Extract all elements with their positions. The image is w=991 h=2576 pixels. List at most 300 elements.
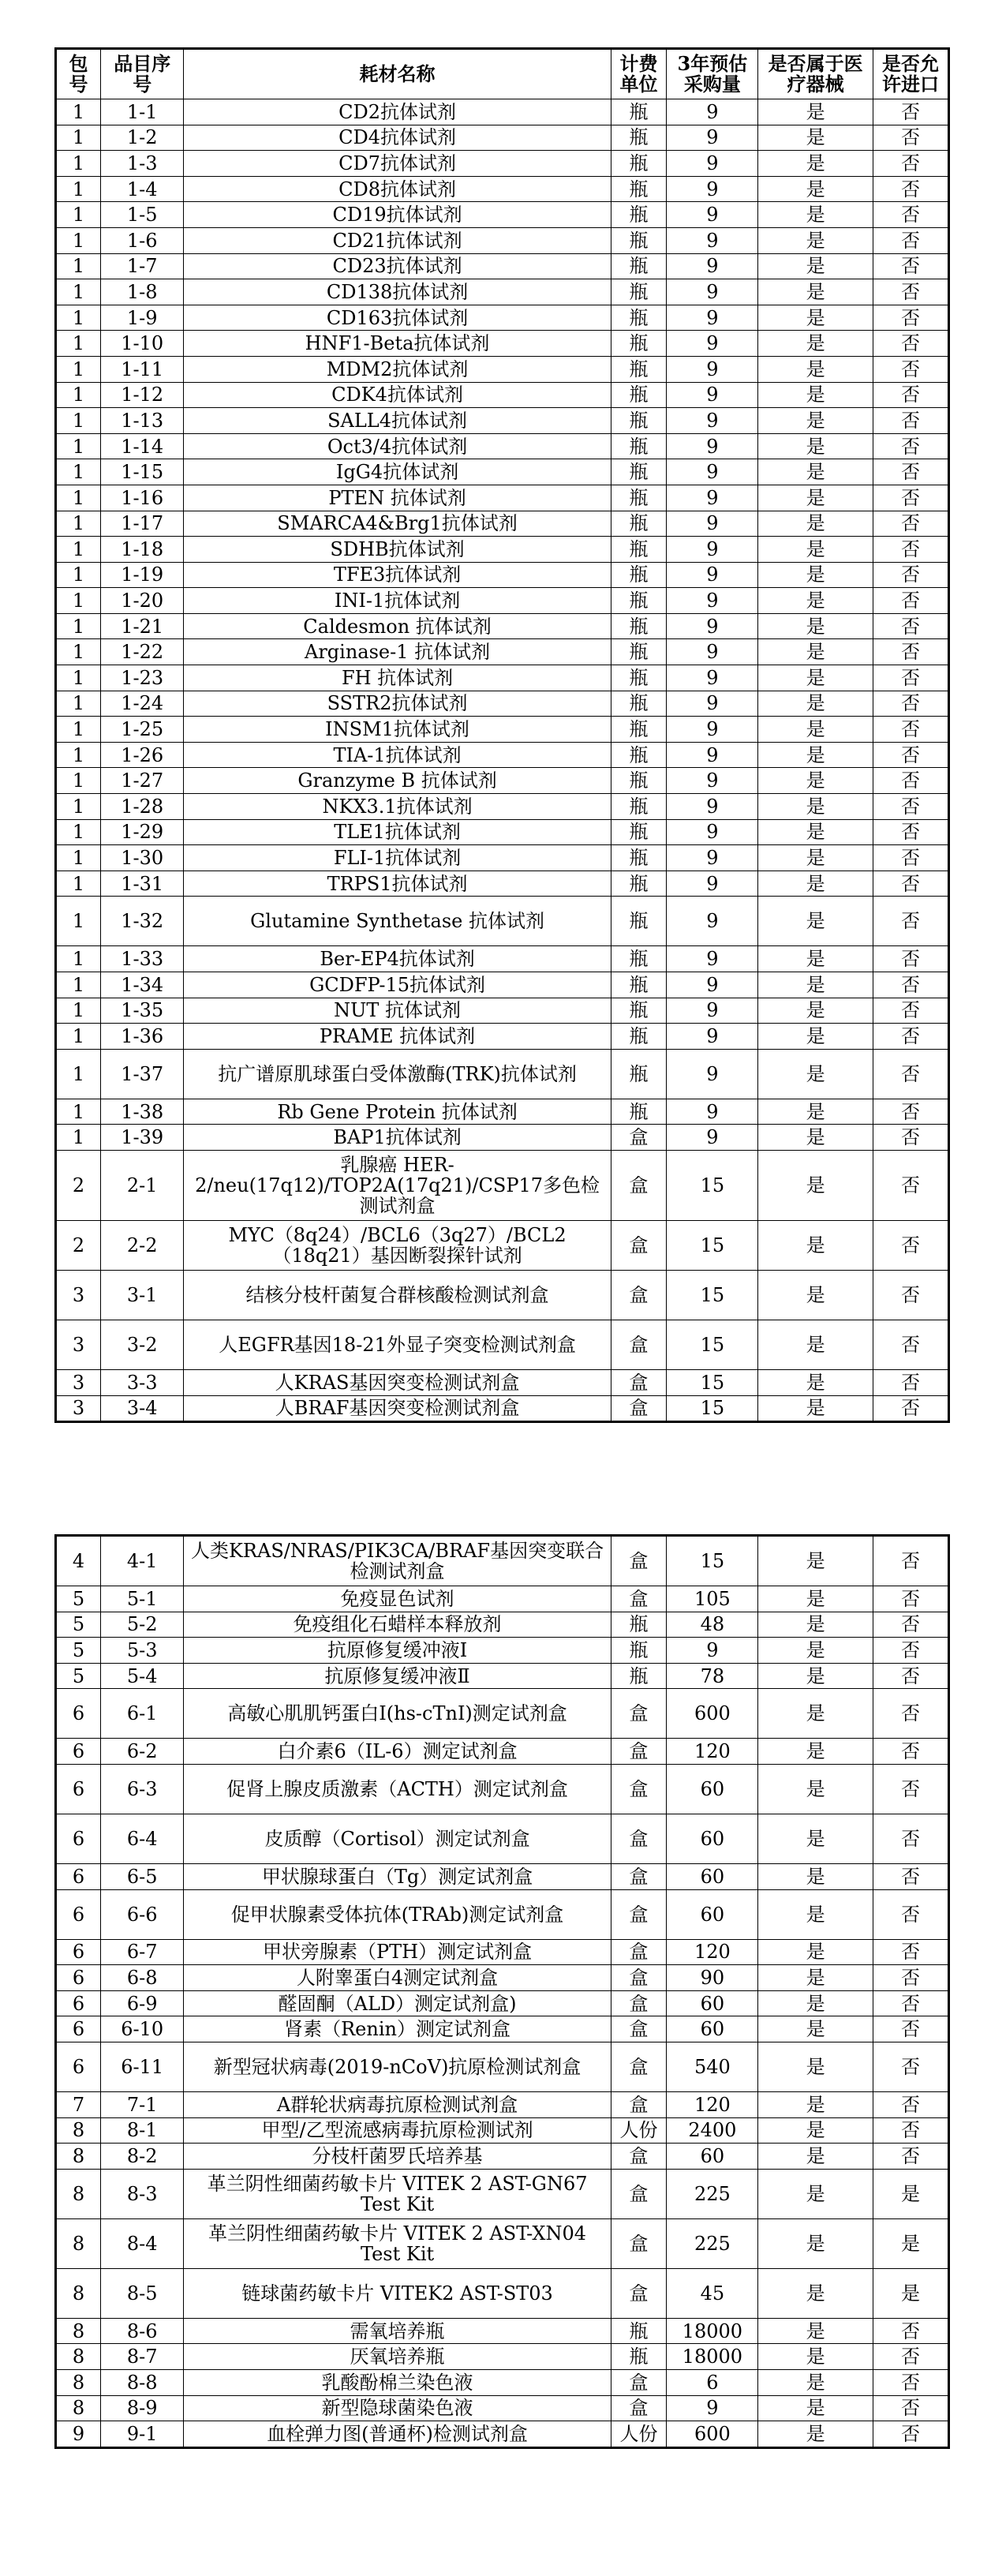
cell-consumable-name: 人EGFR基因18-21外显子突变检测试剂盒 xyxy=(184,1320,611,1369)
cell-package-no: 6 xyxy=(56,1990,101,2016)
cell-is-medical-device: 是 xyxy=(758,871,873,897)
cell-consumable-name: A群轮状病毒抗原检测试剂盒 xyxy=(184,2091,611,2117)
cell-billing-unit: 盒 xyxy=(611,1764,667,1814)
cell-import-allowed: 否 xyxy=(873,356,948,382)
cell-billing-unit: 瓶 xyxy=(611,382,667,408)
cell-item-no: 1-29 xyxy=(100,819,183,845)
cell-billing-unit: 瓶 xyxy=(611,845,667,871)
table-row xyxy=(56,227,949,253)
cell-consumable-name: Ber-EP4抗体试剂 xyxy=(184,946,611,972)
cell-item-no: 1-19 xyxy=(100,562,183,588)
cell-package-no: 1 xyxy=(56,742,101,768)
cell-item-no: 8-5 xyxy=(100,2268,183,2318)
cell-estimated-quantity: 18000 xyxy=(667,2344,758,2370)
cell-item-no: 1-27 xyxy=(100,768,183,794)
cell-is-medical-device: 是 xyxy=(758,1814,873,1863)
cell-is-medical-device: 是 xyxy=(758,2421,873,2448)
table-row xyxy=(56,99,949,125)
cell-consumable-name: TLE1抗体试剂 xyxy=(184,819,611,845)
cell-package-no: 6 xyxy=(56,1965,101,1991)
cell-billing-unit: 瓶 xyxy=(611,871,667,897)
cell-estimated-quantity: 9 xyxy=(667,305,758,331)
cell-import-allowed: 否 xyxy=(873,1612,948,1638)
table-row xyxy=(56,1586,949,1612)
cell-estimated-quantity: 15 xyxy=(667,1395,758,1422)
cell-package-no: 8 xyxy=(56,2369,101,2395)
table-row xyxy=(56,998,949,1024)
cell-package-no: 6 xyxy=(56,2016,101,2042)
cell-is-medical-device: 是 xyxy=(758,537,873,563)
cell-package-no: 1 xyxy=(56,227,101,253)
cell-import-allowed: 否 xyxy=(873,1220,948,1270)
table-body-part-2 xyxy=(56,1536,949,2448)
cell-billing-unit: 瓶 xyxy=(611,562,667,588)
cell-is-medical-device: 是 xyxy=(758,1024,873,1050)
cell-item-no: 1-38 xyxy=(100,1099,183,1125)
cell-import-allowed: 否 xyxy=(873,2318,948,2344)
cell-item-no: 1-15 xyxy=(100,459,183,485)
cell-is-medical-device: 是 xyxy=(758,279,873,305)
cell-billing-unit: 盒 xyxy=(611,1270,667,1320)
cell-consumable-name: Granzyme B 抗体试剂 xyxy=(184,768,611,794)
cell-import-allowed: 否 xyxy=(873,331,948,357)
cell-import-allowed: 否 xyxy=(873,1939,948,1965)
cell-package-no: 1 xyxy=(56,972,101,998)
cell-import-allowed: 否 xyxy=(873,2016,948,2042)
table-row xyxy=(56,253,949,279)
cell-billing-unit: 瓶 xyxy=(611,537,667,563)
cell-import-allowed: 否 xyxy=(873,845,948,871)
cell-item-no: 1-26 xyxy=(100,742,183,768)
cell-item-no: 1-31 xyxy=(100,871,183,897)
cell-billing-unit: 瓶 xyxy=(611,588,667,614)
cell-is-medical-device: 是 xyxy=(758,768,873,794)
cell-item-no: 6-3 xyxy=(100,1764,183,1814)
cell-consumable-name: NKX3.1抗体试剂 xyxy=(184,794,611,820)
cell-is-medical-device: 是 xyxy=(758,202,873,228)
cell-consumable-name: FLI-1抗体试剂 xyxy=(184,845,611,871)
cell-billing-unit: 盒 xyxy=(611,1965,667,1991)
cell-package-no: 8 xyxy=(56,2144,101,2170)
table-row xyxy=(56,2421,949,2448)
cell-is-medical-device: 是 xyxy=(758,972,873,998)
cell-package-no: 1 xyxy=(56,845,101,871)
table-row xyxy=(56,1270,949,1320)
cell-package-no: 8 xyxy=(56,2318,101,2344)
cell-consumable-name: TIA-1抗体试剂 xyxy=(184,742,611,768)
cell-import-allowed: 否 xyxy=(873,125,948,151)
cell-item-no: 1-30 xyxy=(100,845,183,871)
cell-estimated-quantity: 9 xyxy=(667,2395,758,2421)
cell-package-no: 8 xyxy=(56,2344,101,2370)
cell-estimated-quantity: 9 xyxy=(667,537,758,563)
cell-estimated-quantity: 120 xyxy=(667,1939,758,1965)
table-row xyxy=(56,1638,949,1664)
cell-estimated-quantity: 6 xyxy=(667,2369,758,2395)
cell-consumable-name: 人BRAF基因突变检测试剂盒 xyxy=(184,1395,611,1422)
cell-import-allowed: 否 xyxy=(873,1638,948,1664)
cell-estimated-quantity: 60 xyxy=(667,1889,758,1939)
cell-consumable-name: Glutamine Synthetase 抗体试剂 xyxy=(184,897,611,946)
cell-billing-unit: 盒 xyxy=(611,2042,667,2091)
table-row xyxy=(56,768,949,794)
table-row xyxy=(56,2117,949,2144)
cell-estimated-quantity: 9 xyxy=(667,1099,758,1125)
cell-billing-unit: 瓶 xyxy=(611,151,667,177)
table-row xyxy=(56,794,949,820)
cell-is-medical-device: 是 xyxy=(758,1099,873,1125)
cell-estimated-quantity: 9 xyxy=(667,202,758,228)
cell-billing-unit: 瓶 xyxy=(611,485,667,511)
cell-import-allowed: 否 xyxy=(873,1663,948,1689)
cell-import-allowed: 否 xyxy=(873,794,948,820)
table-row xyxy=(56,176,949,202)
cell-package-no: 1 xyxy=(56,511,101,537)
table-row xyxy=(56,2344,949,2370)
consumables-table-part-2 xyxy=(54,1534,950,2449)
cell-consumable-name: Oct3/4抗体试剂 xyxy=(184,433,611,459)
cell-import-allowed: 否 xyxy=(873,639,948,665)
cell-billing-unit: 盒 xyxy=(611,2218,667,2268)
cell-estimated-quantity: 9 xyxy=(667,151,758,177)
cell-estimated-quantity: 9 xyxy=(667,613,758,639)
cell-import-allowed: 否 xyxy=(873,1689,948,1739)
cell-item-no: 1-12 xyxy=(100,382,183,408)
cell-estimated-quantity: 9 xyxy=(667,588,758,614)
table-row xyxy=(56,2395,949,2421)
cell-is-medical-device: 是 xyxy=(758,151,873,177)
cell-consumable-name: 需氧培养瓶 xyxy=(184,2318,611,2344)
table-row xyxy=(56,331,949,357)
table-row xyxy=(56,2218,949,2268)
cell-is-medical-device: 是 xyxy=(758,99,873,125)
cell-consumable-name: MYC（8q24）/BCL6（3q27）/BCL2（18q21）基因断裂探针试剂 xyxy=(184,1220,611,1270)
cell-billing-unit: 瓶 xyxy=(611,459,667,485)
cell-item-no: 8-4 xyxy=(100,2218,183,2268)
cell-is-medical-device: 是 xyxy=(758,1270,873,1320)
table-row xyxy=(56,459,949,485)
cell-estimated-quantity: 60 xyxy=(667,1990,758,2016)
cell-is-medical-device: 是 xyxy=(758,1150,873,1220)
cell-item-no: 1-6 xyxy=(100,227,183,253)
cell-import-allowed: 否 xyxy=(873,151,948,177)
cell-item-no: 5-3 xyxy=(100,1638,183,1664)
cell-billing-unit: 盒 xyxy=(611,2395,667,2421)
cell-package-no: 1 xyxy=(56,433,101,459)
cell-item-no: 6-6 xyxy=(100,1889,183,1939)
cell-item-no: 8-8 xyxy=(100,2369,183,2395)
table-row xyxy=(56,305,949,331)
cell-item-no: 1-1 xyxy=(100,99,183,125)
cell-estimated-quantity: 9 xyxy=(667,1049,758,1099)
cell-consumable-name: CD2抗体试剂 xyxy=(184,99,611,125)
cell-package-no: 6 xyxy=(56,1689,101,1739)
cell-consumable-name: SSTR2抗体试剂 xyxy=(184,691,611,717)
cell-package-no: 8 xyxy=(56,2395,101,2421)
cell-import-allowed: 否 xyxy=(873,2117,948,2144)
cell-estimated-quantity: 60 xyxy=(667,1863,758,1889)
cell-estimated-quantity: 9 xyxy=(667,946,758,972)
cell-consumable-name: 免疫组化石蜡样本释放剂 xyxy=(184,1612,611,1638)
cell-import-allowed: 否 xyxy=(873,1049,948,1099)
cell-estimated-quantity: 225 xyxy=(667,2218,758,2268)
cell-package-no: 6 xyxy=(56,1814,101,1863)
cell-package-no: 1 xyxy=(56,176,101,202)
cell-import-allowed: 否 xyxy=(873,2421,948,2448)
cell-import-allowed: 否 xyxy=(873,433,948,459)
cell-estimated-quantity: 15 xyxy=(667,1220,758,1270)
cell-estimated-quantity: 9 xyxy=(667,972,758,998)
cell-estimated-quantity: 9 xyxy=(667,279,758,305)
table-row xyxy=(56,1863,949,1889)
cell-is-medical-device: 是 xyxy=(758,1990,873,2016)
cell-is-medical-device: 是 xyxy=(758,1612,873,1638)
cell-item-no: 1-36 xyxy=(100,1024,183,1050)
cell-consumable-name: 结核分枝杆菌复合群核酸检测试剂盒 xyxy=(184,1270,611,1320)
cell-is-medical-device: 是 xyxy=(758,227,873,253)
cell-is-medical-device: 是 xyxy=(758,305,873,331)
cell-estimated-quantity: 9 xyxy=(667,485,758,511)
cell-billing-unit: 盒 xyxy=(611,1369,667,1395)
cell-is-medical-device: 是 xyxy=(758,408,873,434)
cell-is-medical-device: 是 xyxy=(758,613,873,639)
cell-consumable-name: CD4抗体试剂 xyxy=(184,125,611,151)
cell-billing-unit: 瓶 xyxy=(611,794,667,820)
cell-import-allowed: 否 xyxy=(873,1889,948,1939)
cell-billing-unit: 盒 xyxy=(611,1739,667,1765)
cell-estimated-quantity: 9 xyxy=(667,717,758,743)
cell-estimated-quantity: 9 xyxy=(667,871,758,897)
cell-import-allowed: 是 xyxy=(873,2218,948,2268)
table-row xyxy=(56,819,949,845)
cell-is-medical-device: 是 xyxy=(758,1638,873,1664)
cell-item-no: 1-2 xyxy=(100,125,183,151)
cell-item-no: 9-1 xyxy=(100,2421,183,2448)
cell-package-no: 8 xyxy=(56,2268,101,2318)
cell-package-no: 5 xyxy=(56,1638,101,1664)
consumables-table-part-1 xyxy=(54,47,950,1423)
table-row xyxy=(56,2169,949,2218)
cell-consumable-name: CD7抗体试剂 xyxy=(184,151,611,177)
cell-package-no: 1 xyxy=(56,665,101,691)
cell-item-no: 5-4 xyxy=(100,1663,183,1689)
cell-package-no: 3 xyxy=(56,1395,101,1422)
cell-is-medical-device: 是 xyxy=(758,2344,873,2370)
cell-is-medical-device: 是 xyxy=(758,998,873,1024)
cell-is-medical-device: 是 xyxy=(758,691,873,717)
cell-import-allowed: 否 xyxy=(873,588,948,614)
cell-estimated-quantity: 60 xyxy=(667,2016,758,2042)
cell-package-no: 6 xyxy=(56,2042,101,2091)
cell-item-no: 8-3 xyxy=(100,2169,183,2218)
cell-import-allowed: 否 xyxy=(873,1965,948,1991)
table-row xyxy=(56,151,949,177)
cell-package-no: 1 xyxy=(56,768,101,794)
cell-is-medical-device: 是 xyxy=(758,433,873,459)
cell-item-no: 1-3 xyxy=(100,151,183,177)
header-consumable-name: 耗材名称 xyxy=(184,49,611,99)
table-row xyxy=(56,691,949,717)
cell-package-no: 1 xyxy=(56,202,101,228)
table-body-part-1 xyxy=(56,99,949,1422)
cell-consumable-name: 厌氧培养瓶 xyxy=(184,2344,611,2370)
cell-is-medical-device: 是 xyxy=(758,2169,873,2218)
cell-estimated-quantity: 120 xyxy=(667,2091,758,2117)
cell-billing-unit: 瓶 xyxy=(611,972,667,998)
cell-estimated-quantity: 9 xyxy=(667,1638,758,1664)
cell-estimated-quantity: 9 xyxy=(667,691,758,717)
cell-estimated-quantity: 9 xyxy=(667,176,758,202)
header-item-no: 品目序号 xyxy=(100,49,183,99)
cell-is-medical-device: 是 xyxy=(758,2395,873,2421)
cell-estimated-quantity: 78 xyxy=(667,1663,758,1689)
cell-package-no: 1 xyxy=(56,871,101,897)
cell-is-medical-device: 是 xyxy=(758,2042,873,2091)
cell-consumable-name: FH 抗体试剂 xyxy=(184,665,611,691)
cell-billing-unit: 瓶 xyxy=(611,253,667,279)
table-row xyxy=(56,1939,949,1965)
cell-estimated-quantity: 120 xyxy=(667,1739,758,1765)
cell-item-no: 1-11 xyxy=(100,356,183,382)
cell-consumable-name: CD163抗体试剂 xyxy=(184,305,611,331)
cell-estimated-quantity: 15 xyxy=(667,1536,758,1586)
cell-consumable-name: 皮质醇（Cortisol）测定试剂盒 xyxy=(184,1814,611,1863)
cell-package-no: 1 xyxy=(56,459,101,485)
cell-consumable-name: 促肾上腺皮质激素（ACTH）测定试剂盒 xyxy=(184,1764,611,1814)
table-row xyxy=(56,511,949,537)
cell-package-no: 1 xyxy=(56,305,101,331)
cell-billing-unit: 瓶 xyxy=(611,125,667,151)
cell-import-allowed: 否 xyxy=(873,99,948,125)
cell-import-allowed: 否 xyxy=(873,2344,948,2370)
table-row xyxy=(56,2318,949,2344)
cell-import-allowed: 否 xyxy=(873,1814,948,1863)
cell-item-no: 8-1 xyxy=(100,2117,183,2144)
cell-estimated-quantity: 60 xyxy=(667,1764,758,1814)
cell-is-medical-device: 是 xyxy=(758,1889,873,1939)
table-row xyxy=(56,897,949,946)
table-row xyxy=(56,1814,949,1863)
cell-consumable-name: Arginase-1 抗体试剂 xyxy=(184,639,611,665)
cell-is-medical-device: 是 xyxy=(758,1125,873,1151)
cell-consumable-name: 促甲状腺素受体抗体(TRAb)测定试剂盒 xyxy=(184,1889,611,1939)
cell-item-no: 1-4 xyxy=(100,176,183,202)
cell-item-no: 1-23 xyxy=(100,665,183,691)
cell-is-medical-device: 是 xyxy=(758,946,873,972)
cell-item-no: 6-4 xyxy=(100,1814,183,1863)
cell-package-no: 1 xyxy=(56,408,101,434)
cell-billing-unit: 瓶 xyxy=(611,2318,667,2344)
cell-item-no: 8-7 xyxy=(100,2344,183,2370)
table-row xyxy=(56,946,949,972)
cell-consumable-name: 新型冠状病毒(2019-nCoV)抗原检测试剂盒 xyxy=(184,2042,611,2091)
cell-consumable-name: CD19抗体试剂 xyxy=(184,202,611,228)
cell-package-no: 1 xyxy=(56,588,101,614)
cell-consumable-name: INSM1抗体试剂 xyxy=(184,717,611,743)
cell-package-no: 6 xyxy=(56,1939,101,1965)
cell-billing-unit: 瓶 xyxy=(611,202,667,228)
cell-billing-unit: 瓶 xyxy=(611,1663,667,1689)
cell-estimated-quantity: 15 xyxy=(667,1369,758,1395)
cell-estimated-quantity: 9 xyxy=(667,639,758,665)
cell-billing-unit: 瓶 xyxy=(611,998,667,1024)
cell-billing-unit: 瓶 xyxy=(611,691,667,717)
cell-consumable-name: Caldesmon 抗体试剂 xyxy=(184,613,611,639)
table-row xyxy=(56,2144,949,2170)
table-row xyxy=(56,1536,949,1586)
cell-import-allowed: 否 xyxy=(873,1125,948,1151)
cell-billing-unit: 盒 xyxy=(611,2091,667,2117)
cell-is-medical-device: 是 xyxy=(758,2016,873,2042)
cell-billing-unit: 盒 xyxy=(611,1586,667,1612)
cell-billing-unit: 瓶 xyxy=(611,1638,667,1664)
cell-consumable-name: CDK4抗体试剂 xyxy=(184,382,611,408)
cell-package-no: 3 xyxy=(56,1369,101,1395)
cell-import-allowed: 否 xyxy=(873,972,948,998)
cell-import-allowed: 否 xyxy=(873,1270,948,1320)
cell-item-no: 3-2 xyxy=(100,1320,183,1369)
cell-billing-unit: 盒 xyxy=(611,1536,667,1586)
cell-billing-unit: 盒 xyxy=(611,1689,667,1739)
cell-consumable-name: 甲型/乙型流感病毒抗原检测试剂 xyxy=(184,2117,611,2144)
cell-item-no: 5-1 xyxy=(100,1586,183,1612)
cell-billing-unit: 瓶 xyxy=(611,1049,667,1099)
cell-consumable-name: 人类KRAS/NRAS/PIK3CA/BRAF基因突变联合检测试剂盒 xyxy=(184,1536,611,1586)
table-row xyxy=(56,1612,949,1638)
cell-package-no: 1 xyxy=(56,717,101,743)
cell-item-no: 1-32 xyxy=(100,897,183,946)
cell-is-medical-device: 是 xyxy=(758,665,873,691)
cell-consumable-name: HNF1-Beta抗体试剂 xyxy=(184,331,611,357)
cell-consumable-name: CD8抗体试剂 xyxy=(184,176,611,202)
cell-billing-unit: 瓶 xyxy=(611,279,667,305)
cell-estimated-quantity: 15 xyxy=(667,1270,758,1320)
cell-item-no: 1-7 xyxy=(100,253,183,279)
cell-billing-unit: 盒 xyxy=(611,1320,667,1369)
cell-import-allowed: 否 xyxy=(873,897,948,946)
cell-package-no: 9 xyxy=(56,2421,101,2448)
cell-consumable-name: CD23抗体试剂 xyxy=(184,253,611,279)
cell-is-medical-device: 是 xyxy=(758,2117,873,2144)
cell-is-medical-device: 是 xyxy=(758,588,873,614)
cell-billing-unit: 瓶 xyxy=(611,819,667,845)
cell-is-medical-device: 是 xyxy=(758,794,873,820)
cell-is-medical-device: 是 xyxy=(758,1863,873,1889)
cell-consumable-name: INI-1抗体试剂 xyxy=(184,588,611,614)
cell-estimated-quantity: 2400 xyxy=(667,2117,758,2144)
cell-billing-unit: 瓶 xyxy=(611,768,667,794)
table-row xyxy=(56,1369,949,1395)
cell-item-no: 3-4 xyxy=(100,1395,183,1422)
cell-item-no: 1-8 xyxy=(100,279,183,305)
cell-import-allowed: 否 xyxy=(873,871,948,897)
cell-item-no: 1-39 xyxy=(100,1125,183,1151)
table-row xyxy=(56,433,949,459)
cell-is-medical-device: 是 xyxy=(758,2369,873,2395)
cell-package-no: 1 xyxy=(56,794,101,820)
cell-package-no: 1 xyxy=(56,356,101,382)
table-row xyxy=(56,1889,949,1939)
cell-package-no: 6 xyxy=(56,1889,101,1939)
cell-package-no: 1 xyxy=(56,1024,101,1050)
cell-package-no: 8 xyxy=(56,2169,101,2218)
cell-billing-unit: 盒 xyxy=(611,1814,667,1863)
table-row xyxy=(56,639,949,665)
table-row xyxy=(56,1099,949,1125)
cell-billing-unit: 瓶 xyxy=(611,408,667,434)
cell-billing-unit: 盒 xyxy=(611,1990,667,2016)
cell-item-no: 3-3 xyxy=(100,1369,183,1395)
